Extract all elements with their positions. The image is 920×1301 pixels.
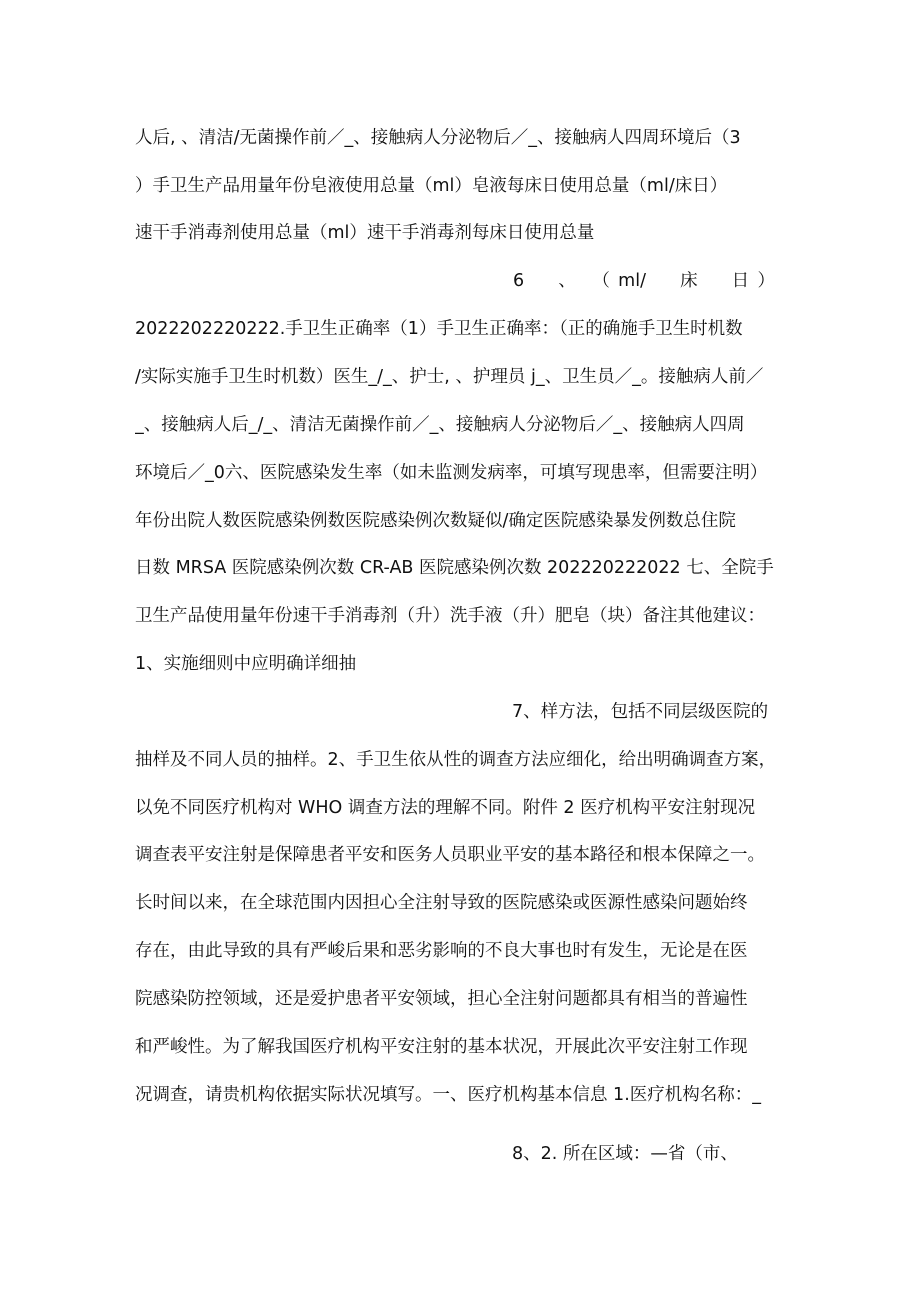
text-line-6: /实际实施手卫生时机数）医生_/_、护士, 、护理员 j_、卫生员／_。接触病人前／ (135, 367, 764, 387)
text-line-3: 速干手消毒剂使用总量（ml）速干手消毒剂每床日使用总量 (135, 223, 595, 243)
text-line-19: 院感染防控领域，还是爱护患者平安领域，担心全注射问题都具有相当的普遍性 (135, 989, 748, 1009)
text-line-2: ）手卫生产品用量年份皂液使用总量（ml）皂液每床日使用总量（ml/床日） (135, 176, 728, 196)
text-line-7: _、接触病人后_/_、清洁无菌操作前／_、接触病人分泌物后／_、接触病人四周 (135, 415, 745, 435)
text-line-22: 8、2. 所在区域：—省（市、 (512, 1144, 738, 1164)
text-line-13: 7、样方法，包括不同层级医院的 (512, 702, 769, 722)
text-line-8: 环境后／_0六、医院感染发生率（如未监测发病率，可填写现患率，但需要注明） (135, 463, 768, 483)
text-line-1: 人后, 、清洁/无菌操作前／_、接触病人分泌物后／_、接触病人四周环境后（3 (135, 128, 741, 148)
text-line-16: 调查表平安注射是保障患者平安和医务人员职业平安的基本路径和根本保障之一。 (135, 845, 765, 865)
text-line-4: 6 、 （ml/ 床 日） (513, 271, 775, 291)
text-line-21: 况调查，请贵机构依据实际状况填写。一、医疗机构基本信息 1.医疗机构名称：_ (135, 1085, 762, 1105)
text-line-12: 1、实施细则中应明确详细抽 (135, 654, 357, 674)
text-line-15: 以免不同医疗机构对 WHO 调查方法的理解不同。附件 2 医疗机构平安注射现况 (135, 798, 756, 818)
text-line-11: 卫生产品使用量年份速干手消毒剂（升）洗手液（升）肥皂（块）备注其他建议： (135, 606, 765, 626)
text-line-18: 存在，由此导致的具有严峻后果和恶劣影响的不良大事也时有发生，无论是在医 (135, 941, 748, 961)
text-line-14: 抽样及不同人员的抽样。2、手卫生依从性的调查方法应细化，给出明确调查方案， (135, 750, 777, 770)
text-line-5: 2022202220222.手卫生正确率（1）手卫生正确率：（正的确施手卫生时机数 (135, 319, 743, 339)
text-line-9: 年份出院人数医院感染例数医院感染例次数疑似/确定医院感染暴发例数总住院 (135, 511, 736, 531)
text-line-20: 和严峻性。为了解我国医疗机构平安注射的基本状况，开展此次平安注射工作现 (135, 1037, 748, 1057)
text-line-10: 日数 MRSA 医院感染例次数 CR-AB 医院感染例次数 202220222022 七、全院手 (135, 558, 774, 578)
text-line-17: 长时间以来，在全球范围内因担心全注射导致的医院感染或医源性感染问题始终 (135, 893, 748, 913)
